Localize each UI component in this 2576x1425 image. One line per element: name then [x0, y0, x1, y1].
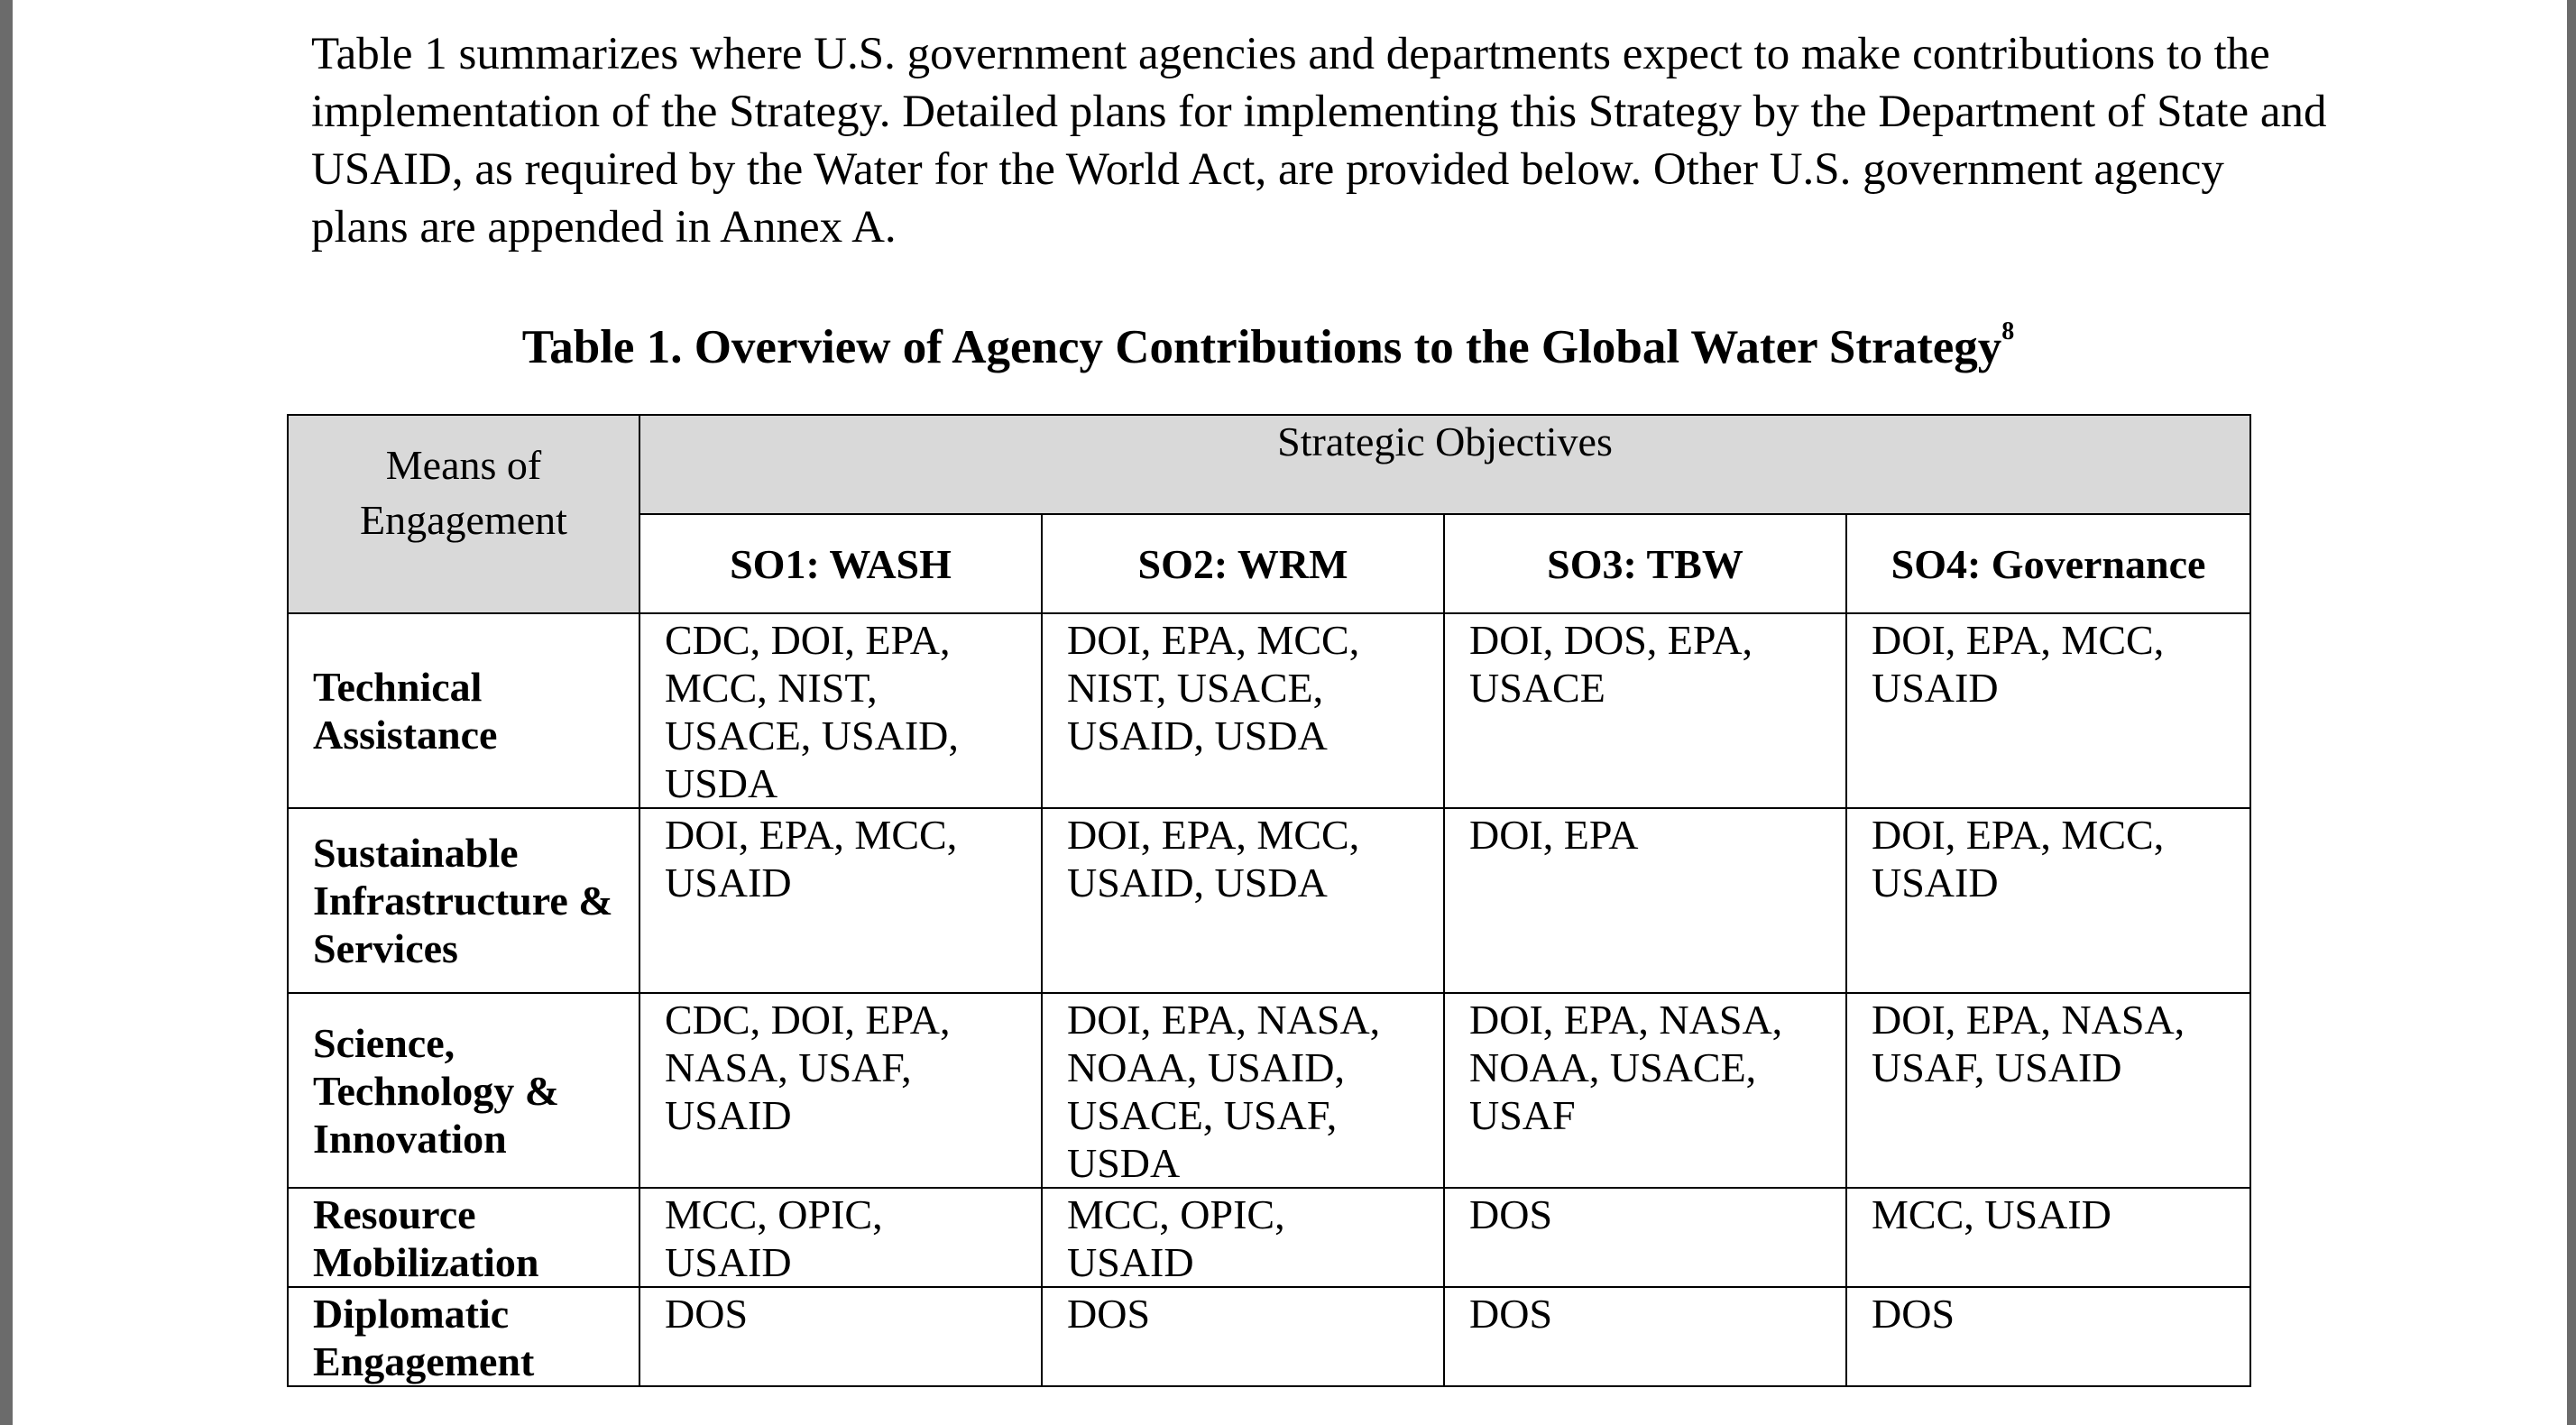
cell-text: DOI, EPA, MCC, USAID: [1872, 812, 2165, 906]
strategic-objectives-header: Strategic Objectives: [639, 415, 2250, 514]
column-header-so4: SO4: Governance: [1846, 514, 2250, 613]
row-header-science-technology: [288, 993, 639, 1188]
cell-text: DOI, EPA, MCC, USAID: [665, 812, 958, 906]
cell-text: DOS: [1872, 1291, 1955, 1337]
viewer-right-border: [2567, 0, 2576, 1425]
column-header-so1: SO1: WASH: [639, 514, 1042, 613]
table-cell: [639, 1188, 1042, 1287]
agency-contributions-table: [287, 414, 2251, 1387]
table-cell: [1042, 613, 1444, 808]
viewer-left-border: [0, 0, 13, 1425]
row-header-diplomatic-engagement: [288, 1287, 639, 1386]
table-caption-text: Table 1. Overview of Agency Contributions to the Global Water Strategy: [521, 321, 2002, 373]
table-cell: [1444, 613, 1846, 808]
cell-text: DOI, EPA, NASA, NOAA, USAID, USACE, USAF, USDA: [1067, 997, 1381, 1186]
cell-text: DOI, EPA, MCC, NIST, USACE, USAID, USDA: [1067, 617, 1360, 758]
table-cell: [1444, 1188, 1846, 1287]
intro-paragraph: Table 1 summarizes where U.S. government agencies and departments expect to make contributions to the implementation of the Strategy. Detailed plans for implementing this Strategy by the Department of State and USAID, as required by the Water for the World Act, are provided below. Other U.S. government agency plans are appended in Annex A.: [311, 29, 2327, 253]
cell-text: MCC, OPIC, USAID: [665, 1191, 883, 1285]
cell-text: MCC, USAID: [1872, 1191, 2111, 1237]
cell-text: DOS: [665, 1291, 749, 1337]
cell-text: MCC, OPIC, USAID: [1067, 1191, 1285, 1285]
table-caption: [287, 317, 2249, 377]
cell-text: DOS: [1469, 1191, 1553, 1237]
table-cell: [1846, 808, 2250, 993]
table-cell: [1042, 1287, 1444, 1386]
cell-text: DOI, DOS, EPA, USACE: [1469, 617, 1753, 711]
cell-text: DOI, EPA: [1469, 812, 1639, 858]
cell-text: CDC, DOI, EPA, MCC, NIST, USACE, USAID, USDA: [665, 617, 959, 806]
table-cell: [1444, 993, 1846, 1188]
footnote-marker: 8: [2001, 317, 2015, 345]
column-header-so2: SO2: WRM: [1042, 514, 1444, 613]
table-cell: [1846, 1188, 2250, 1287]
table-cell: [1846, 613, 2250, 808]
table-cell: [1042, 993, 1444, 1188]
row-header-technical-assistance: [288, 613, 639, 808]
row-label: Sustainable Infrastructure & Services: [313, 830, 613, 971]
cell-text: DOI, EPA, MCC, USAID, USDA: [1067, 812, 1360, 906]
table-cell: [1042, 1188, 1444, 1287]
table-row: [288, 808, 2250, 993]
table-cell: [1846, 993, 2250, 1188]
table-cell: [639, 613, 1042, 808]
row-label: Diplomatic Engagement: [313, 1291, 535, 1384]
means-of-engagement-header: Means of Engagement: [288, 415, 639, 613]
cell-text: DOS: [1067, 1291, 1151, 1337]
cell-text: DOI, EPA, MCC, USAID: [1872, 617, 2165, 711]
table-row: [288, 613, 2250, 808]
cell-text: DOS: [1469, 1291, 1553, 1337]
table-cell: [1444, 808, 1846, 993]
row-label: Resource Mobilization: [313, 1191, 539, 1285]
cell-text: CDC, DOI, EPA, NASA, USAF, USAID: [665, 997, 951, 1138]
table-row: [288, 993, 2250, 1188]
table-cell: [639, 993, 1042, 1188]
table-cell: [1846, 1287, 2250, 1386]
row-label: Science, Technology & Innovation: [313, 1019, 560, 1162]
table-row: [288, 1287, 2250, 1386]
table-row: [288, 1188, 2250, 1287]
row-header-resource-mobilization: [288, 1188, 639, 1287]
row-header-sustainable-infrastructure: [288, 808, 639, 993]
row-label: Technical Assistance: [313, 664, 498, 758]
table-cell: [1444, 1287, 1846, 1386]
table-cell: [639, 808, 1042, 993]
column-header-so3: SO3: TBW: [1444, 514, 1846, 613]
table-cell: [1042, 808, 1444, 993]
table-cell: [639, 1287, 1042, 1386]
cell-text: DOI, EPA, NASA, USAF, USAID: [1872, 997, 2185, 1090]
cell-text: DOI, EPA, NASA, NOAA, USACE, USAF: [1469, 997, 1783, 1138]
